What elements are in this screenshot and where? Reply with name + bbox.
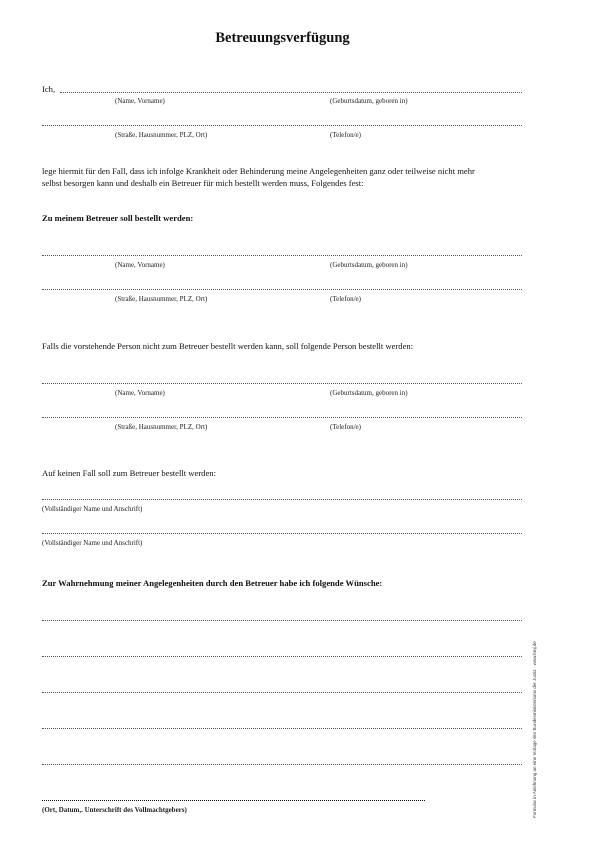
wunsch-line-5[interactable] — [42, 764, 522, 765]
geburt-label: (Geburtsdatum, geboren in) — [330, 389, 408, 397]
ich-address-field[interactable] — [42, 125, 522, 126]
strasse-label: (Straße, Hausnummer, PLZ, Ort) — [115, 131, 208, 139]
ausschluss-field-2[interactable] — [42, 533, 522, 534]
wunsch-line-4[interactable] — [42, 728, 522, 729]
vollname-label: (Vollständiger Name und Anschrift) — [42, 505, 143, 513]
ich-name-field[interactable] — [60, 92, 522, 93]
intro-line-2: selbst besorgen kann und deshalb ein Betreuer für mich bestellt werden muss, Folgendes fest: — [42, 178, 364, 188]
betreuer-name-field[interactable] — [42, 255, 522, 256]
intro-line-1: lege hiermit für den Fall, dass ich infolge Krankheit oder Behinderung meine Angelegenheiten ganz oder teilweise nicht mehr — [42, 166, 475, 176]
ich-label: Ich, — [42, 84, 56, 94]
betreuer-address-field[interactable] — [42, 289, 522, 290]
telefon-label: (Telefon/e) — [330, 295, 361, 303]
page-title: Betreuungsverfügung — [215, 30, 350, 46]
wunsch-line-1[interactable] — [42, 620, 522, 621]
name-label: (Name, Vorname) — [115, 389, 165, 397]
strasse-label: (Straße, Hausnummer, PLZ, Ort) — [115, 295, 208, 303]
telefon-label: (Telefon/e) — [330, 131, 361, 139]
signature-line[interactable] — [42, 800, 425, 801]
name-label: (Name, Vorname) — [115, 97, 165, 105]
wunsch-line-3[interactable] — [42, 692, 522, 693]
geburt-label: (Geburtsdatum, geboren in) — [330, 261, 408, 269]
heading-wuensche: Zur Wahrnehmung meiner Angelegenheiten durch den Betreuer habe ich folgende Wünsche: — [42, 578, 383, 588]
ersatz-name-field[interactable] — [42, 383, 522, 384]
strasse-label: (Straße, Hausnummer, PLZ, Ort) — [115, 423, 208, 431]
name-label: (Name, Vorname) — [115, 261, 165, 269]
vollname-label: (Vollständiger Name und Anschrift) — [42, 539, 143, 547]
ersatz-address-field[interactable] — [42, 417, 522, 418]
signature-label: (Ort, Datum,. Unterschrift des Vollmachtgebers) — [42, 806, 187, 814]
keinen-fall-text: Auf keinen Fall soll zum Betreuer bestellt werden: — [42, 468, 216, 478]
side-note: Formular in Anlehnung an eine Vorlage des Bundesministeriums der Justiz · www.bmj.de — [532, 641, 537, 818]
wunsch-line-2[interactable] — [42, 656, 522, 657]
telefon-label: (Telefon/e) — [330, 423, 361, 431]
falls-text: Falls die vorstehende Person nicht zum Betreuer bestellt werden kann, soll folgende Person bestellt werden: — [42, 341, 414, 351]
geburt-label: (Geburtsdatum, geboren in) — [330, 97, 408, 105]
ausschluss-field-1[interactable] — [42, 499, 522, 500]
heading-betreuer: Zu meinem Betreuer soll bestellt werden: — [42, 213, 194, 223]
